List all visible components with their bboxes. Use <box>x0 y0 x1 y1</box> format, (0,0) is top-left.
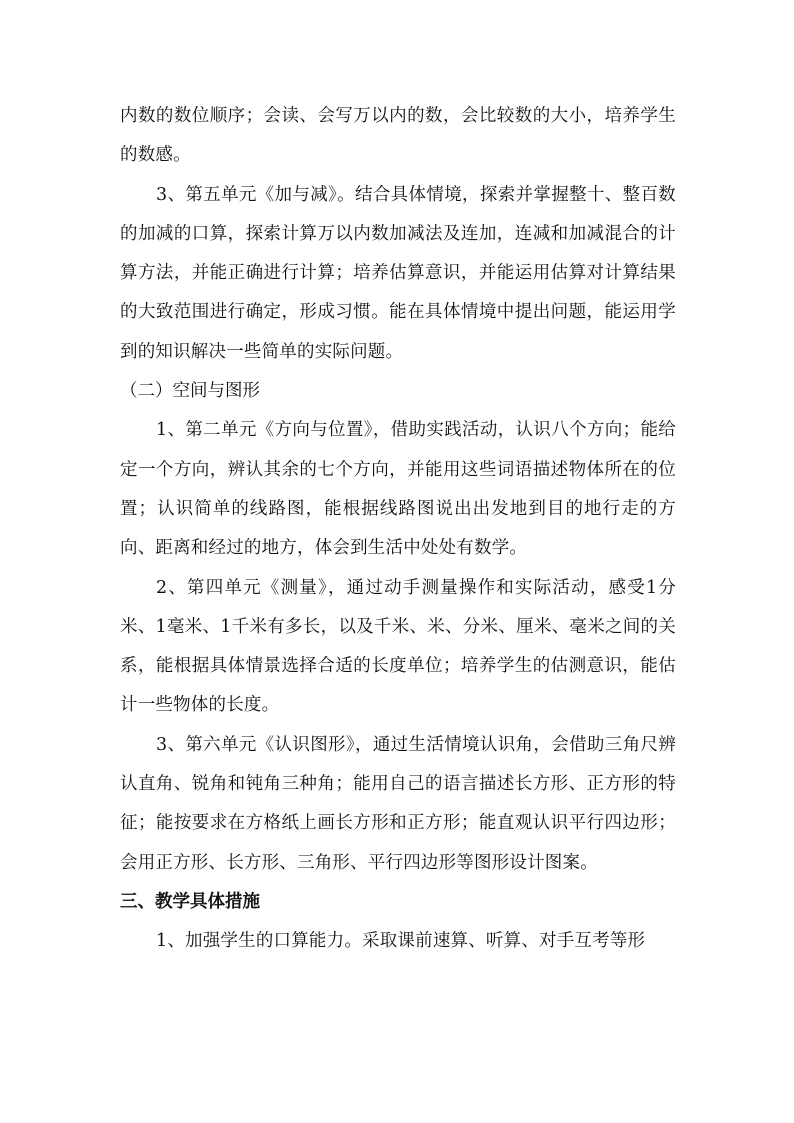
paragraph-unit-6: 3、第六单元《认识图形》，通过生活情境认识角，会借助三角尺辨认直角、锐角和钝角三种角；能用自己的语言描述长方形、正方形的特征；能按要求在方格纸上画长方形和正方形；能直观认识平行四边形；会用正方形、长方形、三角形、平行四边形等图形设计图案。 <box>120 734 676 873</box>
paragraph-measure-1: 1、加强学生的口算能力。采取课前速算、听算、对手互考等形 <box>156 931 646 952</box>
paragraph-unit-5: 3、第五单元《加与减》。结合具体情境，探索并掌握整十、整百数的加减的口算，探索计算万以内数加减法及连加，连减和加减混合的计算方法，并能正确进行计算；培养估算意识，并能运用估算对计算结果的大致范围进行确定，形成习惯。能在具体情境中提出问题，能运用学到的知识解决一些简单的实际问题。 <box>120 184 676 362</box>
paragraph-unit-2: 1、第二单元《方向与位置》，借助实践活动，认识八个方向；能给定一个方向，辨认其余的七个方向，并能用这些词语描述物体所在的位置；认识简单的线路图，能根据线路图说出出发地到目的地行走的方向、距离和经过的地方，体会到生活中处处有数学。 <box>120 420 676 559</box>
document-body <box>120 97 676 962</box>
paragraph-unit-4: 2、第四单元《测量》，通过动手测量操作和实际活动，感受1分米、1毫米、1千米有多长，以及千米、米、分米、厘米、毫米之间的关系，能根据具体情景选择合适的长度单位；培养学生的估测意识，能估计一些物体的长度。 <box>120 577 676 716</box>
paragraph-continued: 内数的数位顺序；会读、会写万以内的数，会比较数的大小，培养学生的数感。 <box>120 106 676 166</box>
subheading-space-and-shape: （二）空间与图形 <box>120 381 260 402</box>
heading-teaching-measures: 三、教学具体措施 <box>120 891 260 912</box>
